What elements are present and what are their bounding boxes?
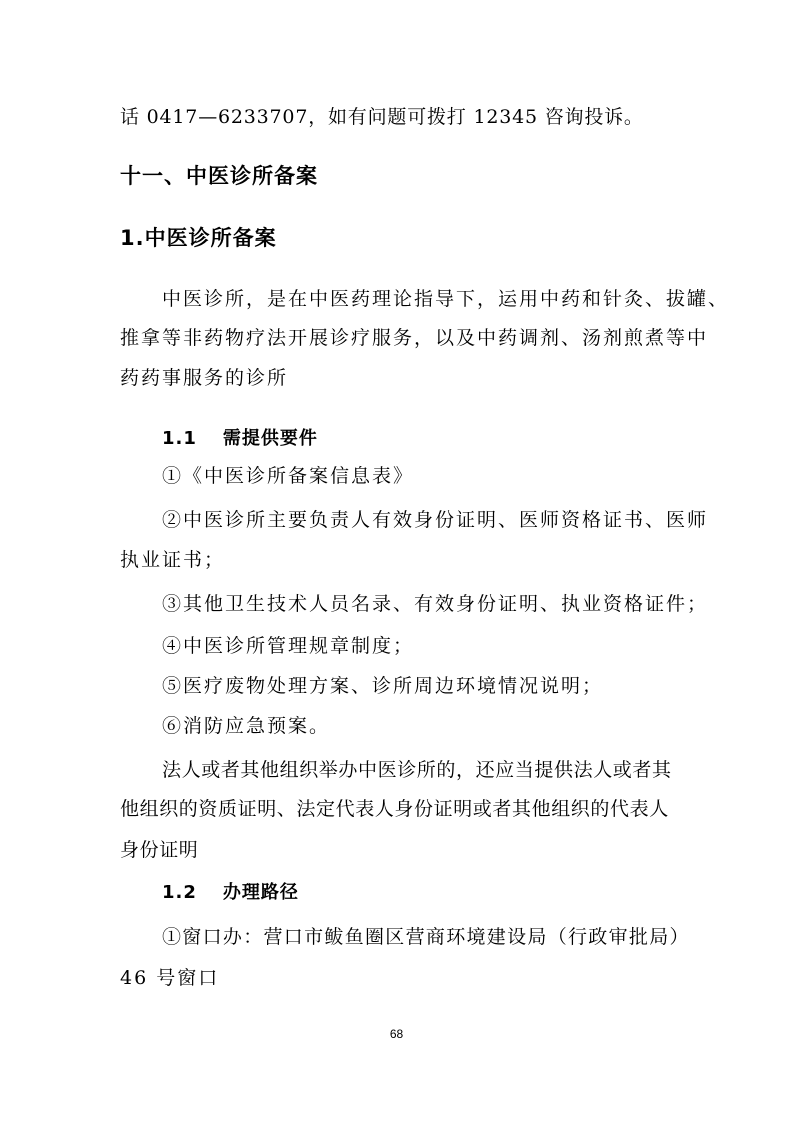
definition-line: 推拿等非药物疗法开展诊疗服务，以及中药调剂、汤剂煎煮等中 <box>120 327 709 349</box>
materials-item: 执业证书； <box>120 549 226 571</box>
materials-heading <box>162 426 318 452</box>
materials-item: ⑥消防应急预案。 <box>162 715 331 737</box>
materials-number: 1.1 <box>162 428 197 449</box>
route-line: ①窗口办：营口市鲅鱼圈区营商环境建设局（行政审批局） <box>162 926 690 948</box>
route-number: 1.2 <box>162 882 197 903</box>
materials-note-line: 他组织的资质证明、法定代表人身份证明或者其他组织的代表人 <box>120 798 669 820</box>
definition-line: 药药事服务的诊所 <box>120 367 289 389</box>
materials-title: 需提供要件 <box>222 428 318 449</box>
materials-item: ④中医诊所管理规章制度； <box>162 635 415 657</box>
page-number: 68 <box>389 1027 404 1041</box>
definition-line: 中医诊所，是在中医药理论指导下，运用中药和针灸、拔罐、 <box>162 288 730 310</box>
materials-item: ①《中医诊所备案信息表》 <box>162 465 415 487</box>
materials-item: ②中医诊所主要负责人有效身份证明、医师资格证书、医师 <box>162 509 709 531</box>
subsection-title: 1.中医诊所备案 <box>120 226 277 250</box>
intro-contact-line: 话 0417—6233707，如有问题可拨打 12345 咨询投诉。 <box>120 106 644 128</box>
materials-note-line: 身份证明 <box>120 839 199 861</box>
materials-note-line: 法人或者其他组织举办中医诊所的，还应当提供法人或者其 <box>162 759 672 781</box>
route-title: 办理路径 <box>222 882 299 903</box>
materials-item: ③其他卫生技术人员名录、有效身份证明、执业资格证件； <box>162 593 709 615</box>
route-line: 46 号窗口 <box>120 967 220 989</box>
materials-item: ⑤医疗废物处理方案、诊所周边环境情况说明； <box>162 675 604 697</box>
route-heading <box>162 880 299 906</box>
section-title: 十一、中医诊所备案 <box>120 164 318 188</box>
